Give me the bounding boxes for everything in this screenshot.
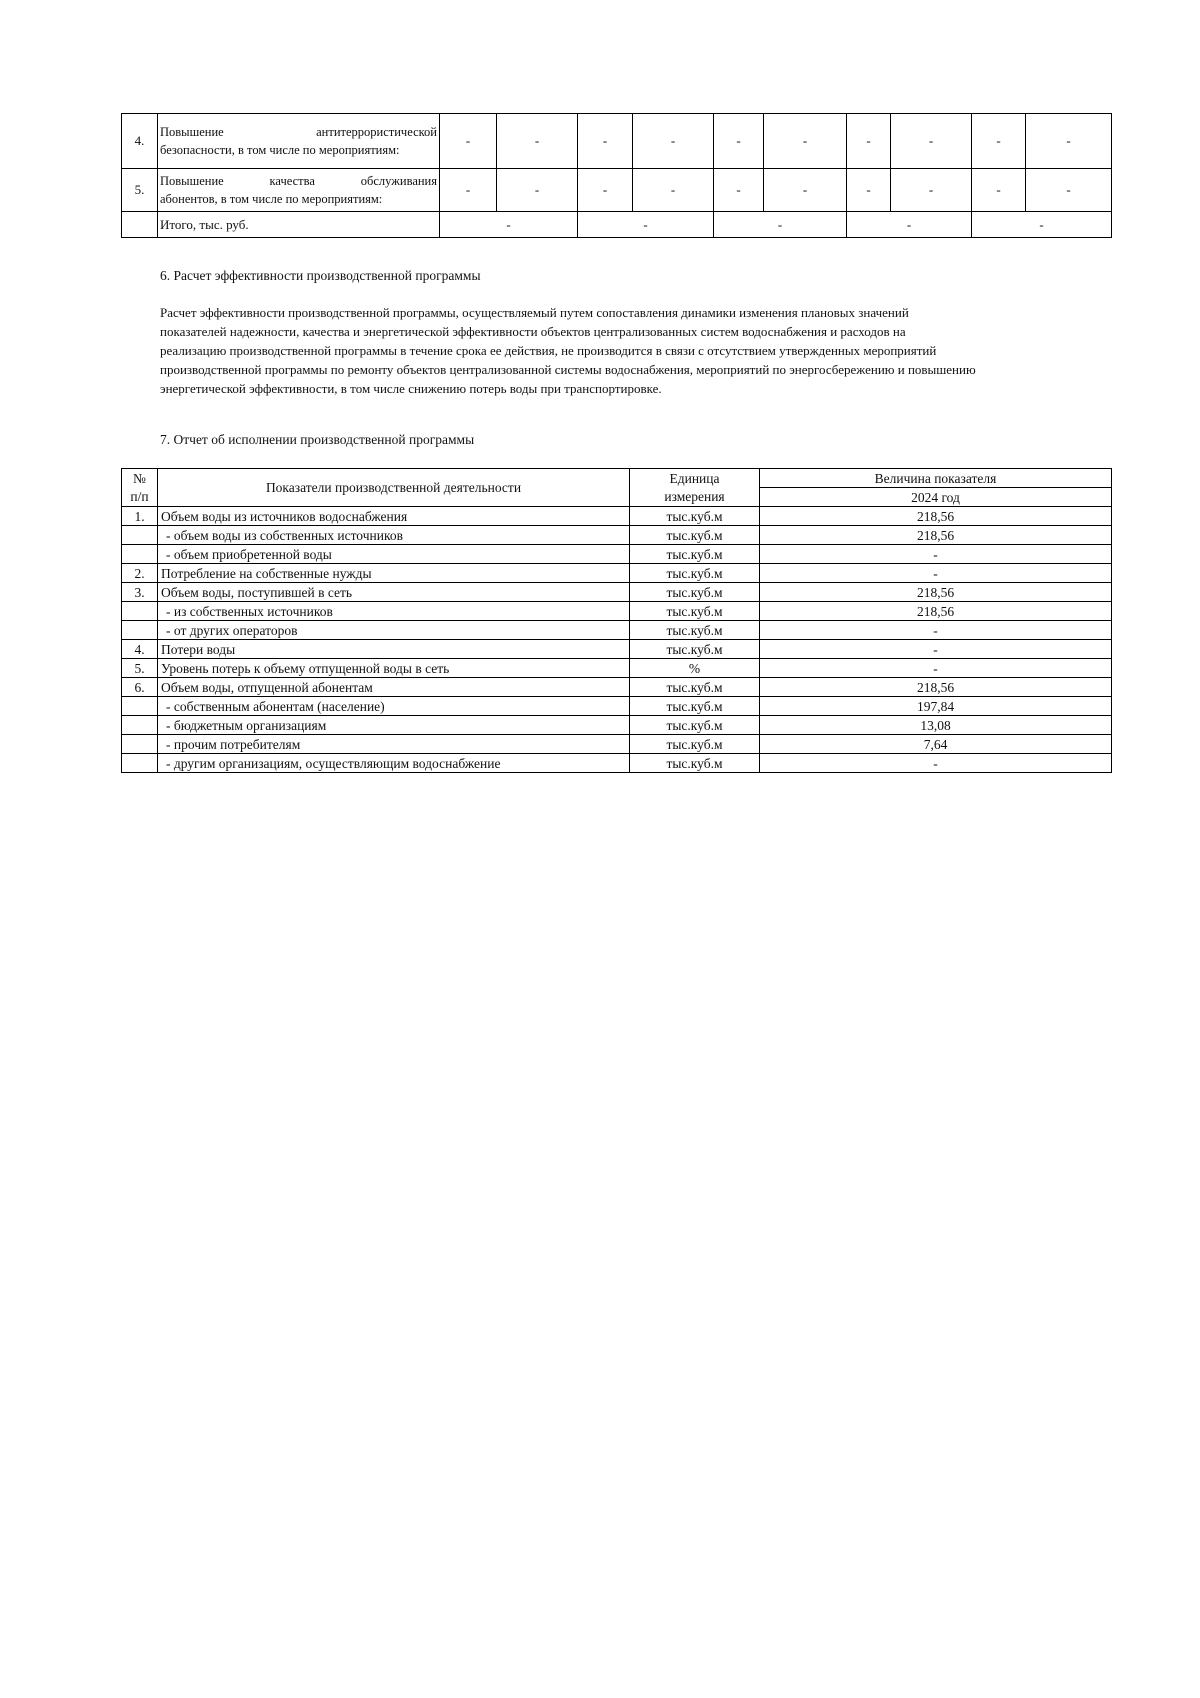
paragraph-line: реализацию производственной программы в течение срока ее действия, не производится в связи с отсутствием утвержденных мероприятий [160,343,937,358]
row-description: Повышение антитеррористической безопасности, в том числе по мероприятиям: [158,114,440,169]
row-indicator: - прочим потребителям [158,735,630,754]
total-value: - [972,212,1112,238]
row-value: - [760,545,1112,564]
row-number [122,602,158,621]
investment-table [121,113,1112,238]
row-number [122,754,158,773]
section-6-title: 6. Расчет эффективности производственной программы [160,268,481,283]
cell-value: - [891,114,972,169]
report-table [121,468,1112,773]
cell-value: - [847,169,891,212]
row-number: 4. [122,640,158,659]
cell-value: - [714,114,764,169]
row-number: 1. [122,507,158,526]
row-unit: тыс.куб.м [630,583,760,602]
row-number [122,735,158,754]
row-value: - [760,754,1112,773]
cell-value: - [440,169,497,212]
row-indicator: - от других операторов [158,621,630,640]
row-indicator: - объем воды из собственных источников [158,526,630,545]
total-value: - [440,212,578,238]
table-row [122,169,1112,212]
row-value: 218,56 [760,526,1112,545]
cell-value: - [1026,169,1112,212]
table-row [122,716,1112,735]
row-value: - [760,621,1112,640]
table-row [122,754,1112,773]
cell-value: - [578,114,633,169]
table-row [122,507,1112,526]
table-row [122,583,1112,602]
total-value: - [714,212,847,238]
total-value: - [847,212,972,238]
row-number [122,697,158,716]
row-number: 5. [122,169,158,212]
cell-value: - [847,114,891,169]
row-value: 218,56 [760,507,1112,526]
table-row [122,640,1112,659]
row-value: - [760,640,1112,659]
row-indicator: - собственным абонентам (население) [158,697,630,716]
table-header-row [122,469,1112,488]
table-row [122,526,1112,545]
cell-value: - [972,169,1026,212]
row-value: 13,08 [760,716,1112,735]
row-value: 7,64 [760,735,1112,754]
row-indicator: Объем воды, поступившей в сеть [158,583,630,602]
row-unit: тыс.куб.м [630,545,760,564]
row-indicator: Потребление на собственные нужды [158,564,630,583]
row-unit: % [630,659,760,678]
table-row [122,678,1112,697]
paragraph-line: показателей надежности, качества и энергетической эффективности объектов централизованных систем водоснабжения и расходов на [160,324,906,339]
table-row [122,697,1112,716]
header-unit: измерения [630,488,760,507]
table-row [122,602,1112,621]
row-unit: тыс.куб.м [630,507,760,526]
row-indicator: - другим организациям, осуществляющим водоснабжение [158,754,630,773]
row-unit: тыс.куб.м [630,564,760,583]
row-value: 218,56 [760,602,1112,621]
row-number: 3. [122,583,158,602]
row-indicator: Объем воды, отпущенной абонентам [158,678,630,697]
row-unit: тыс.куб.м [630,602,760,621]
row-number: 6. [122,678,158,697]
row-value: - [760,659,1112,678]
row-number [122,716,158,735]
row-number [122,545,158,564]
row-unit: тыс.куб.м [630,697,760,716]
header-indicators: Показатели производственной деятельности [158,469,630,507]
table-row [122,735,1112,754]
row-value: 218,56 [760,583,1112,602]
row-unit: тыс.куб.м [630,735,760,754]
cell-value: - [972,114,1026,169]
paragraph-line: энергетической эффективности, в том числе снижению потерь воды при транспортировке. [160,381,662,396]
section-6-paragraph [160,303,1108,398]
row-indicator: - бюджетным организациям [158,716,630,735]
row-unit: тыс.куб.м [630,678,760,697]
cell-value: - [440,114,497,169]
cell-value: - [497,169,578,212]
table-row [122,114,1112,169]
cell-value: - [764,169,847,212]
header-value-title: Величина показателя [760,469,1112,488]
table-row [122,545,1112,564]
header-num: п/п [122,488,158,507]
row-indicator: - объем приобретенной воды [158,545,630,564]
paragraph-line: производственной программы по ремонту объектов централизованной системы водоснабжения, мероприятий по энергосбережению и повышению [160,362,976,377]
row-number: 2. [122,564,158,583]
cell-value: - [764,114,847,169]
row-number [122,621,158,640]
row-unit: тыс.куб.м [630,526,760,545]
cell-value: - [633,169,714,212]
header-year: 2024 год [760,488,1112,507]
row-unit: тыс.куб.м [630,640,760,659]
cell-value: - [497,114,578,169]
row-number-empty [122,212,158,238]
table-row [122,564,1112,583]
table-row [122,621,1112,640]
row-value: - [760,564,1112,583]
row-unit: тыс.куб.м [630,716,760,735]
total-label: Итого, тыс. руб. [158,212,440,238]
row-value: 218,56 [760,678,1112,697]
header-num: № [122,469,158,488]
header-unit: Единица [630,469,760,488]
cell-value: - [1026,114,1112,169]
table-row [122,659,1112,678]
cell-value: - [578,169,633,212]
row-indicator: - из собственных источников [158,602,630,621]
row-indicator: Объем воды из источников водоснабжения [158,507,630,526]
cell-value: - [714,169,764,212]
row-number [122,526,158,545]
cell-value: - [891,169,972,212]
total-value: - [578,212,714,238]
row-indicator: Потери воды [158,640,630,659]
total-row [122,212,1112,238]
row-indicator: Уровень потерь к объему отпущенной воды в сеть [158,659,630,678]
row-unit: тыс.куб.м [630,754,760,773]
row-value: 197,84 [760,697,1112,716]
cell-value: - [633,114,714,169]
row-number: 5. [122,659,158,678]
row-number: 4. [122,114,158,169]
row-unit: тыс.куб.м [630,621,760,640]
paragraph-line: Расчет эффективности производственной программы, осуществляемый путем сопоставления динамики изменения плановых значений [160,305,909,320]
row-description: Повышение качества обслуживания абонентов, в том числе по мероприятиям: [158,169,440,212]
section-7-title: 7. Отчет об исполнении производственной программы [160,432,475,447]
